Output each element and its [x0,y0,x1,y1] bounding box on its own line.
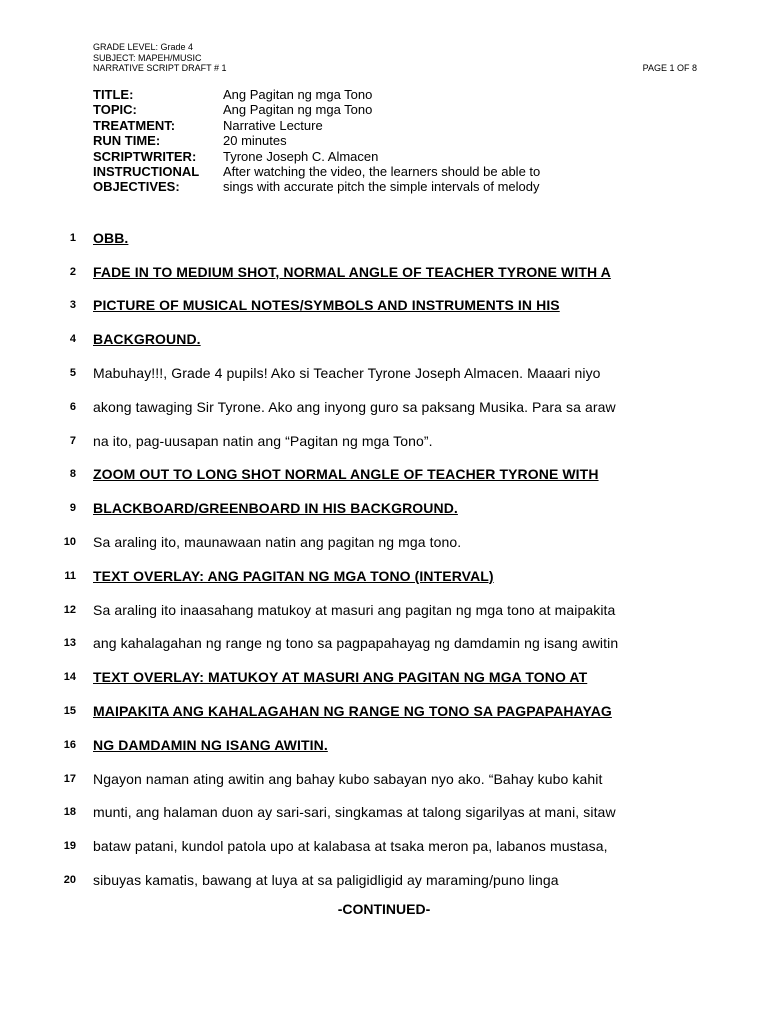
line-number: 4 [69,333,76,346]
script-line [0,796,768,830]
dialogue-text: bataw patani, kundol patola upo at kalabasa at tsaka meron pa, labanos mustasa, [93,838,608,855]
meta-row [93,133,540,148]
meta-value: After watching the video, the learners should be able to [223,164,541,180]
dialogue-text: akong tawaging Sir Tyrone. Ako ang inyong guro sa paksang Musika. Para sa araw [93,398,616,415]
meta-key: SCRIPTWRITER: [93,148,197,164]
page-number: PAGE 1 OF 8 [642,63,697,73]
draft-label: NARRATIVE SCRIPT DRAFT # 1 [93,63,227,73]
line-number: 5 [69,367,76,380]
dialogue-text: munti, ang halaman duon ay sari-sari, singkamas at talong sigarilyas at mani, sitaw [93,804,616,821]
line-number: 12 [63,603,76,616]
meta-value: Tyrone Joseph C. Almacen [223,148,379,164]
meta-row [93,164,540,179]
dialogue-text: sibuyas kamatis, bawang at luya at sa paligidligid ay maraming/puno linga [93,872,559,889]
meta-value: Narrative Lecture [223,117,323,133]
script-line [0,525,768,559]
script-line [0,424,768,458]
draft-line [93,63,699,74]
meta-key: RUN TIME: [93,133,161,149]
dialogue-text: Sa araling ito, maunawaan natin ang pagitan ng mga tono. [93,534,462,551]
meta-value: sings with accurate pitch the simple intervals of melody [223,179,540,195]
meta-key: TREATMENT: [93,117,176,133]
line-number: 2 [69,265,76,278]
script-line [0,322,768,356]
line-number: 17 [63,772,76,785]
script-body [0,221,768,897]
meta-row [93,179,540,194]
script-metadata [93,87,540,195]
script-line [0,255,768,289]
script-line [0,694,768,728]
line-number: 13 [63,637,76,650]
line-number: 16 [63,738,76,751]
dialogue-text: Sa araling ito inaasahang matukoy at masuri ang pagitan ng mga tono at maipakita [93,601,616,618]
script-line [0,762,768,796]
meta-value: 20 minutes [223,133,287,149]
script-line [0,660,768,694]
line-number: 8 [69,468,76,481]
stage-direction: FADE IN TO MEDIUM SHOT, NORMAL ANGLE OF TEACHER TYRONE WITH A [93,263,611,280]
meta-row [93,118,540,133]
meta-key: INSTRUCTIONAL [93,164,200,180]
subject: SUBJECT: MAPEH/MUSIC [93,52,202,63]
script-line [0,289,768,323]
continued-label: -CONTINUED- [337,901,431,917]
dialogue-text: na ito, pag-uusapan natin ang “Pagitan ng mga Tono”. [93,432,433,449]
meta-row [93,102,540,117]
line-number: 20 [63,874,76,887]
script-line [0,728,768,762]
script-line [0,559,768,593]
line-number: 14 [63,671,76,684]
script-line [0,356,768,390]
stage-direction: TEXT OVERLAY: ANG PAGITAN NG MGA TONO (INTERVAL) [93,567,494,584]
script-line [0,390,768,424]
line-number: 18 [63,806,76,819]
line-number: 11 [64,569,76,582]
stage-direction: MAIPAKITA ANG KAHALAGAHAN NG RANGE NG TONO SA PAGPAPAHAYAG [93,703,612,720]
line-number: 1 [69,231,76,244]
stage-direction: PICTURE OF MUSICAL NOTES/SYMBOLS AND INSTRUMENTS IN HIS [93,297,560,314]
line-number: 19 [63,840,76,853]
stage-direction: BLACKBOARD/GREENBOARD IN HIS BACKGROUND. [93,500,458,517]
meta-value: Ang Pagitan ng mga Tono [223,87,373,102]
script-line [0,221,768,255]
script-line [0,458,768,492]
script-line [0,491,768,525]
meta-key: OBJECTIVES: [93,179,180,195]
script-line [0,593,768,627]
meta-key: TITLE: [93,87,134,102]
line-number: 3 [69,299,76,312]
line-number: 9 [69,502,76,515]
meta-row [93,149,540,164]
stage-direction: TEXT OVERLAY: MATUKOY AT MASURI ANG PAGITAN NG MGA TONO AT [93,669,588,686]
script-line [0,829,768,863]
dialogue-text: ang kahalagahan ng range ng tono sa pagpapahayag ng damdamin ng isang awitin [93,635,619,652]
stage-direction: ZOOM OUT TO LONG SHOT NORMAL ANGLE OF TEACHER TYRONE WITH [93,466,599,483]
stage-direction: OBB. [93,229,129,246]
dialogue-text: Ngayon naman ating awitin ang bahay kubo sabayan nyo ako. “Bahay kubo kahit [93,770,603,787]
line-number: 10 [63,536,76,549]
line-number: 6 [69,400,76,413]
meta-value: Ang Pagitan ng mga Tono [223,102,373,118]
document-header [93,42,699,74]
script-line [0,863,768,897]
grade-level: GRADE LEVEL: Grade 4 [93,42,194,52]
dialogue-text: Mabuhay!!!, Grade 4 pupils! Ako si Teacher Tyrone Joseph Almacen. Maaari niyo [93,365,601,382]
stage-direction: BACKGROUND. [93,331,201,348]
line-number: 15 [63,705,76,718]
script-line [0,627,768,661]
meta-row [93,87,540,102]
meta-key: TOPIC: [93,102,137,118]
line-number: 7 [69,434,76,447]
stage-direction: NG DAMDAMIN NG ISANG AWITIN. [93,736,328,753]
